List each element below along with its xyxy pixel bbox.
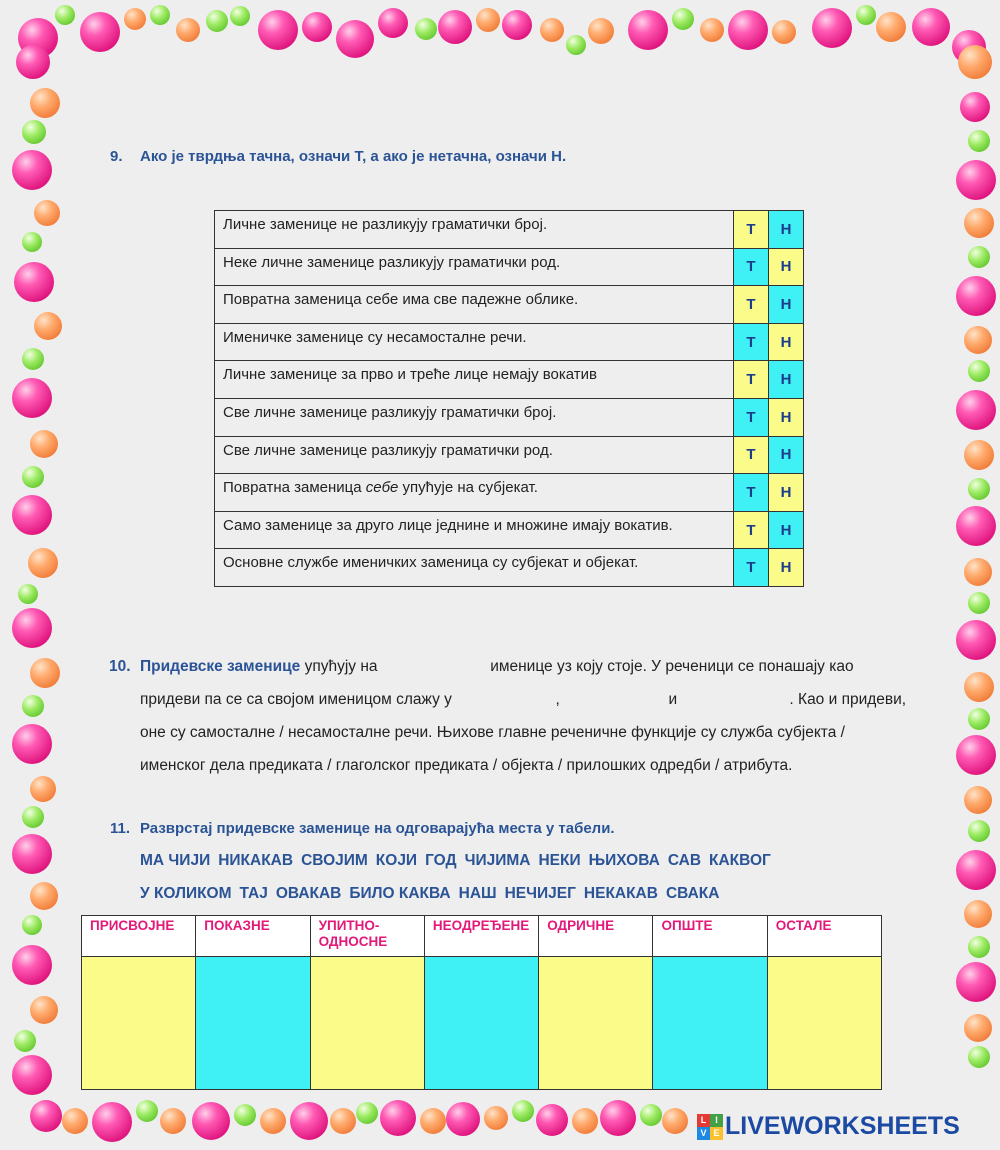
bead-green bbox=[968, 360, 990, 382]
bead-green bbox=[136, 1100, 158, 1122]
category-header bbox=[310, 916, 424, 957]
bead-orange bbox=[124, 8, 146, 30]
bead-orange bbox=[34, 200, 60, 226]
bead-pink bbox=[80, 12, 120, 52]
bead-pink bbox=[12, 834, 52, 874]
word-chip[interactable]: У КОЛИКОМ bbox=[140, 885, 232, 902]
category-header: НЕОДРЕЂЕНЕ bbox=[424, 916, 538, 957]
bead-orange bbox=[30, 658, 60, 688]
drop-zone[interactable] bbox=[424, 957, 538, 1090]
bead-orange bbox=[964, 558, 992, 586]
bead-orange bbox=[160, 1108, 186, 1134]
bead-pink bbox=[956, 962, 996, 1002]
option-true[interactable]: Т bbox=[734, 474, 769, 512]
bead-pink bbox=[912, 8, 950, 46]
bead-pink bbox=[956, 160, 996, 200]
blank-4[interactable] bbox=[681, 703, 789, 704]
bead-orange bbox=[34, 312, 62, 340]
bead-pink bbox=[258, 10, 298, 50]
bead-green bbox=[672, 8, 694, 30]
bead-green bbox=[512, 1100, 534, 1122]
bead-pink bbox=[30, 1100, 62, 1132]
word-chip[interactable]: ОВАКАВ bbox=[275, 885, 342, 902]
bead-pink bbox=[628, 10, 668, 50]
option-true[interactable]: Т bbox=[734, 436, 769, 474]
bead-pink bbox=[446, 1102, 480, 1136]
bead-pink bbox=[16, 45, 50, 79]
tf-statement: Повратна заменица себе има све падежне облике. bbox=[215, 286, 734, 324]
bead-green bbox=[356, 1102, 378, 1124]
bead-pink bbox=[502, 10, 532, 40]
option-false[interactable]: Н bbox=[769, 549, 804, 587]
bead-pink bbox=[14, 262, 54, 302]
bead-orange bbox=[540, 18, 564, 42]
option-true[interactable]: Т bbox=[734, 361, 769, 399]
option-true[interactable]: Т bbox=[734, 211, 769, 249]
q10-text-1: упућују на bbox=[300, 658, 378, 675]
drop-zone[interactable] bbox=[310, 957, 424, 1090]
bead-orange bbox=[964, 326, 992, 354]
bead-pink bbox=[956, 390, 996, 430]
word-chip[interactable]: СВОЈИМ bbox=[301, 852, 368, 869]
option-false[interactable]: Н bbox=[769, 211, 804, 249]
option-false[interactable]: Н bbox=[769, 286, 804, 324]
tf-row bbox=[215, 398, 804, 436]
option-false[interactable]: Н bbox=[769, 511, 804, 549]
option-false[interactable]: Н bbox=[769, 248, 804, 286]
bead-pink bbox=[812, 8, 852, 48]
word-chip[interactable]: ЊИХОВА bbox=[588, 852, 660, 869]
bead-green bbox=[55, 5, 75, 25]
option-false[interactable]: Н bbox=[769, 436, 804, 474]
bead-green bbox=[968, 708, 990, 730]
word-bank-line-2 bbox=[140, 885, 727, 903]
bead-green bbox=[206, 10, 228, 32]
bead-green bbox=[230, 6, 250, 26]
bead-pink bbox=[956, 506, 996, 546]
word-chip[interactable]: КОЈИ bbox=[375, 852, 418, 869]
option-true[interactable]: Т bbox=[734, 398, 769, 436]
word-chip[interactable]: САВ bbox=[667, 852, 702, 869]
bead-pink bbox=[12, 608, 52, 648]
q10-paragraph bbox=[109, 650, 940, 782]
bead-pink bbox=[192, 1102, 230, 1140]
tf-row bbox=[215, 248, 804, 286]
bead-orange bbox=[330, 1108, 356, 1134]
bead-orange bbox=[484, 1106, 508, 1130]
bead-pink bbox=[12, 495, 52, 535]
blank-2[interactable] bbox=[456, 703, 551, 704]
q10-text-3: придеви па се са својом именицом слажу у bbox=[140, 691, 452, 708]
bead-pink bbox=[600, 1100, 636, 1136]
bead-pink bbox=[960, 92, 990, 122]
category-header: ОПШТЕ bbox=[653, 916, 767, 957]
true-false-table bbox=[214, 210, 804, 587]
bead-pink bbox=[12, 945, 52, 985]
drop-zone[interactable] bbox=[539, 957, 653, 1090]
q10-text-2: именице уз коју стоје. У реченици се понашају као bbox=[490, 658, 854, 675]
bead-green bbox=[640, 1104, 662, 1126]
option-false[interactable]: Н bbox=[769, 323, 804, 361]
bead-orange bbox=[964, 1014, 992, 1042]
bead-orange bbox=[30, 882, 58, 910]
blank-1[interactable] bbox=[382, 670, 486, 671]
tf-statement: Именичке заменице су несамосталне речи. bbox=[215, 323, 734, 361]
option-false[interactable]: Н bbox=[769, 474, 804, 512]
bead-pink bbox=[956, 850, 996, 890]
option-true[interactable]: Т bbox=[734, 323, 769, 361]
bead-orange bbox=[964, 440, 994, 470]
category-header-line: УПИТНО- bbox=[318, 918, 380, 933]
bead-pink bbox=[956, 735, 996, 775]
bead-pink bbox=[12, 150, 52, 190]
tf-row bbox=[215, 211, 804, 249]
bead-orange bbox=[62, 1108, 88, 1134]
bead-green bbox=[856, 5, 876, 25]
bead-pink bbox=[12, 378, 52, 418]
bead-green bbox=[22, 695, 44, 717]
tf-row bbox=[215, 286, 804, 324]
category-header: ОДРИЧНЕ bbox=[539, 916, 653, 957]
drop-zone[interactable] bbox=[653, 957, 767, 1090]
badge-letter: E bbox=[710, 1127, 723, 1140]
bead-pink bbox=[12, 724, 52, 764]
q11-number: 11. bbox=[110, 820, 131, 837]
word-chip[interactable]: НИКАКАВ bbox=[218, 852, 294, 869]
word-chip[interactable]: ЧИЈИМА bbox=[464, 852, 531, 869]
bead-green bbox=[968, 478, 990, 500]
q10-number: 10. bbox=[109, 658, 131, 675]
word-chip[interactable]: БИЛО КАКВА bbox=[349, 885, 451, 902]
q11-title bbox=[110, 820, 615, 837]
category-header: ОСТАЛЕ bbox=[767, 916, 881, 957]
bead-orange bbox=[260, 1108, 286, 1134]
q10-line-1 bbox=[109, 650, 940, 683]
logo-text: LIVEWORKSHEETS bbox=[725, 1112, 960, 1140]
bead-orange bbox=[476, 8, 500, 32]
bead-green bbox=[22, 120, 46, 144]
word-bank-line-1 bbox=[140, 852, 779, 870]
q9-title-text: Ако је тврдња тачна, означи Т, а ако је нетачна, означи Н. bbox=[140, 148, 567, 165]
bead-pink bbox=[956, 276, 996, 316]
bead-orange bbox=[30, 88, 60, 118]
bead-green bbox=[968, 246, 990, 268]
word-chip[interactable]: ГОД bbox=[425, 852, 457, 869]
tf-statement: Све личне заменице разликују граматички број. bbox=[215, 398, 734, 436]
q10-text-6: именског дела предиката / глаголског предиката / објекта / прилошких одредби / атрибута. bbox=[140, 757, 793, 774]
bead-orange bbox=[30, 996, 58, 1024]
tf-statement: Личне заменице не разликују граматички број. bbox=[215, 211, 734, 249]
tf-statement-part: упућује на субјекат. bbox=[398, 479, 538, 497]
option-false[interactable]: Н bbox=[769, 398, 804, 436]
bead-pink bbox=[378, 8, 408, 38]
drop-zone[interactable] bbox=[196, 957, 310, 1090]
tf-row bbox=[215, 549, 804, 587]
tf-statement: Личне заменице за прво и треће лице немају вокатив bbox=[215, 361, 734, 399]
bead-green bbox=[968, 592, 990, 614]
bead-pink bbox=[92, 1102, 132, 1142]
bead-green bbox=[22, 806, 44, 828]
option-true[interactable]: Т bbox=[734, 248, 769, 286]
drop-zone[interactable] bbox=[767, 957, 881, 1090]
q11-title-text: Разврстај придевске заменице на одговарајућа места у табели. bbox=[140, 820, 615, 837]
badge-letter: I bbox=[710, 1114, 723, 1127]
bead-pink bbox=[952, 30, 986, 64]
word-chip[interactable]: НЕКАКАВ bbox=[583, 885, 658, 902]
option-false[interactable]: Н bbox=[769, 361, 804, 399]
bead-green bbox=[150, 5, 170, 25]
bead-orange bbox=[572, 1108, 598, 1134]
bead-orange bbox=[700, 18, 724, 42]
bead-pink bbox=[12, 1055, 52, 1095]
tf-statement-italic: себе bbox=[365, 479, 399, 497]
tf-statement: Све личне заменице разликују граматички род. bbox=[215, 436, 734, 474]
bead-orange bbox=[958, 45, 992, 79]
q9-title bbox=[110, 148, 566, 165]
bead-orange bbox=[964, 786, 992, 814]
word-chip[interactable]: СВАКА bbox=[665, 885, 720, 902]
bead-orange bbox=[176, 18, 200, 42]
bead-pink bbox=[336, 20, 374, 58]
sorting-table bbox=[81, 915, 882, 1090]
category-header-line: ОДНОСНЕ bbox=[318, 934, 388, 949]
q10-and: и bbox=[668, 691, 678, 708]
bead-pink bbox=[438, 10, 472, 44]
bead-orange bbox=[420, 1108, 446, 1134]
tf-statement bbox=[215, 474, 734, 512]
bead-orange bbox=[964, 900, 992, 928]
liveworksheets-badge-icon bbox=[697, 1114, 723, 1140]
bead-orange bbox=[964, 208, 994, 238]
bead-green bbox=[968, 936, 990, 958]
bead-green bbox=[22, 466, 44, 488]
bead-orange bbox=[662, 1108, 688, 1134]
bead-green bbox=[566, 35, 586, 55]
badge-letter: V bbox=[697, 1127, 710, 1140]
tf-statement: Само заменице за друго лице једнине и множине имају вокатив. bbox=[215, 511, 734, 549]
bead-orange bbox=[876, 12, 906, 42]
bead-green bbox=[234, 1104, 256, 1126]
bead-orange bbox=[30, 776, 56, 802]
q9-number: 9. bbox=[110, 148, 123, 165]
tf-row bbox=[215, 323, 804, 361]
q10-text-4: . Као и придеви, bbox=[789, 691, 907, 708]
category-header: ПРИСВОЈНЕ bbox=[82, 916, 196, 957]
bead-green bbox=[22, 348, 44, 370]
drop-zone[interactable] bbox=[82, 957, 196, 1090]
tf-row bbox=[215, 474, 804, 512]
bead-pink bbox=[536, 1104, 568, 1136]
bead-pink bbox=[302, 12, 332, 42]
bead-orange bbox=[772, 20, 796, 44]
q10-line-2 bbox=[140, 683, 940, 716]
bead-green bbox=[22, 232, 42, 252]
word-chip[interactable]: КАКВОГ bbox=[709, 852, 771, 869]
tf-statement: Основне службе именичких заменица су субјекат и објекат. bbox=[215, 549, 734, 587]
tf-row bbox=[215, 511, 804, 549]
bead-green bbox=[415, 18, 437, 40]
option-true[interactable]: Т bbox=[734, 549, 769, 587]
bead-pink bbox=[18, 18, 58, 58]
bead-green bbox=[968, 820, 990, 842]
tf-statement: Неке личне заменице разликују граматички род. bbox=[215, 248, 734, 286]
q10-line-3 bbox=[140, 716, 940, 749]
option-true[interactable]: Т bbox=[734, 286, 769, 324]
q10-line-4 bbox=[140, 749, 940, 782]
bead-orange bbox=[28, 548, 58, 578]
bead-green bbox=[14, 1030, 36, 1052]
tf-statement-part: Повратна заменица bbox=[223, 479, 366, 497]
category-header: ПОКАЗНЕ bbox=[196, 916, 310, 957]
bead-orange bbox=[30, 430, 58, 458]
word-chip[interactable]: НАШ bbox=[458, 885, 497, 902]
blank-3[interactable] bbox=[564, 703, 664, 704]
option-true[interactable]: Т bbox=[734, 511, 769, 549]
bead-green bbox=[968, 1046, 990, 1068]
bead-pink bbox=[380, 1100, 416, 1136]
bead-green bbox=[22, 915, 42, 935]
bead-pink bbox=[290, 1102, 328, 1140]
bead-pink bbox=[956, 620, 996, 660]
word-chip[interactable]: НЕКИ bbox=[538, 852, 581, 869]
q10-text-5: оне су самосталне / несамосталне речи. Њихове главне реченичне функције су служба субјекта / bbox=[140, 724, 845, 741]
bead-orange bbox=[588, 18, 614, 44]
liveworksheets-logo bbox=[697, 1112, 960, 1141]
word-chip[interactable]: ТАЈ bbox=[239, 885, 268, 902]
word-chip[interactable]: НЕЧИЈЕГ bbox=[504, 885, 576, 902]
q10-comma: , bbox=[555, 691, 560, 708]
bead-pink bbox=[728, 10, 768, 50]
q10-lead: Придевске заменице bbox=[140, 658, 301, 675]
tf-row bbox=[215, 436, 804, 474]
bead-green bbox=[18, 584, 38, 604]
bead-orange bbox=[964, 672, 994, 702]
tf-row bbox=[215, 361, 804, 399]
word-chip[interactable]: МА ЧИЈИ bbox=[140, 852, 211, 869]
bead-green bbox=[968, 130, 990, 152]
badge-letter: L bbox=[697, 1114, 710, 1127]
